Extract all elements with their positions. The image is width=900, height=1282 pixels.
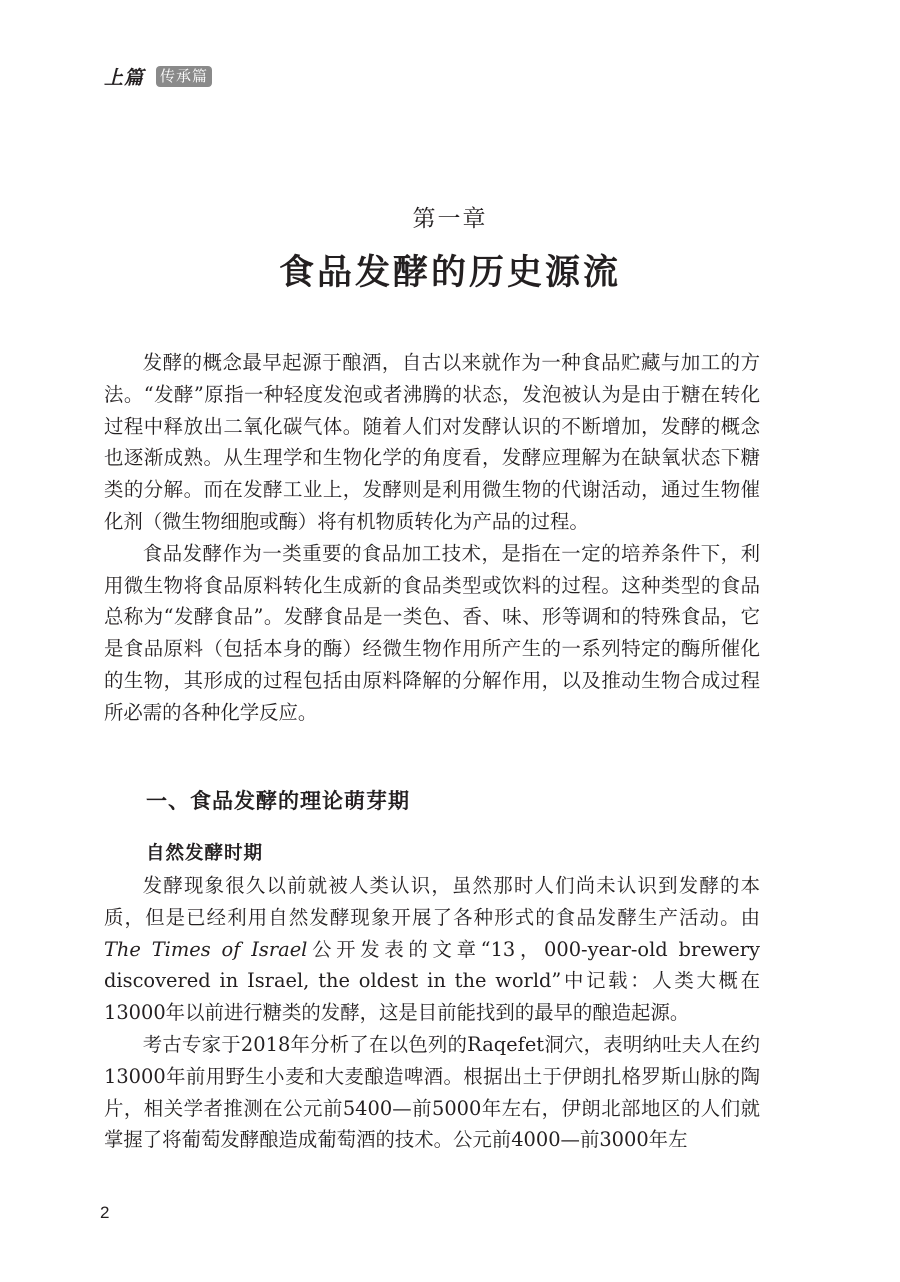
subsection-heading: 自然发酵时期	[146, 843, 264, 864]
paragraph	[104, 870, 760, 1029]
part-subtitle-badge: 传承篇	[156, 66, 212, 87]
chapter-number: 第一章	[412, 206, 488, 232]
page-number: 2	[100, 1203, 110, 1222]
running-head	[104, 62, 212, 90]
intro-text	[104, 347, 760, 729]
chapter-title: 食品发酵的历史源流	[278, 253, 621, 293]
section-heading: 一、食品发酵的理论萌芽期	[146, 789, 410, 813]
part-label: 上篇	[104, 66, 145, 89]
source-title: The Times of Israel	[104, 937, 308, 961]
paragraph-text: 公开发表的文章“13，000-year-old brewery discovered in Israel, the oldest in the world”中记载：人类大概在13000年以前进行糖类的发酵，这是目前能找到的最早的酿造起源。	[104, 937, 760, 1025]
section-text	[104, 870, 760, 1156]
paragraph: 食品发酵作为一类重要的食品加工技术，是指在一定的培养条件下，利用微生物将食品原料转化生成新的食品类型或饮料的过程。这种类型的食品总称为“发酵食品”。发酵食品是一类色、香、味、形等调和的特殊食品，它是食品原料（包括本身的酶）经微生物作用所产生的一系列特定的酶所催化的生物，其形成的过程包括由原料降解的分解作用，以及推动生物合成过程所必需的各种化学反应。	[104, 541, 760, 724]
paragraph: 考古专家于2018年分析了在以色列的Raqefet洞穴，表明纳吐夫人在约13000年前用野生小麦和大麦酿造啤酒。根据出土于伊朗扎格罗斯山脉的陶片，相关学者推测在公元前5400—前5000年左右，伊朗北部地区的人们就掌握了将葡萄发酵酿造成葡萄酒的技术。公元前4000—前3000年左	[104, 1032, 760, 1152]
paragraph-text: 发酵现象很久以前就被人类认识，虽然那时人们尚未认识到发酵的本质，但是已经利用自然发酵现象开展了各种形式的食品发酵生产活动。由	[104, 874, 760, 929]
paragraph: 发酵的概念最早起源于酿酒，自古以来就作为一种食品贮藏与加工的方法。“发酵”原指一种轻度发泡或者沸腾的状态，发泡被认为是由于糖在转化过程中释放出二氧化碳气体。随着人们对发酵认识的不断增加，发酵的概念也逐渐成熟。从生理学和生物化学的角度看，发酵应理解为在缺氧状态下糖类的分解。而在发酵工业上，发酵则是利用微生物的代谢活动，通过生物催化剂（微生物细胞或酶）将有机物质转化为产品的过程。	[104, 351, 760, 533]
